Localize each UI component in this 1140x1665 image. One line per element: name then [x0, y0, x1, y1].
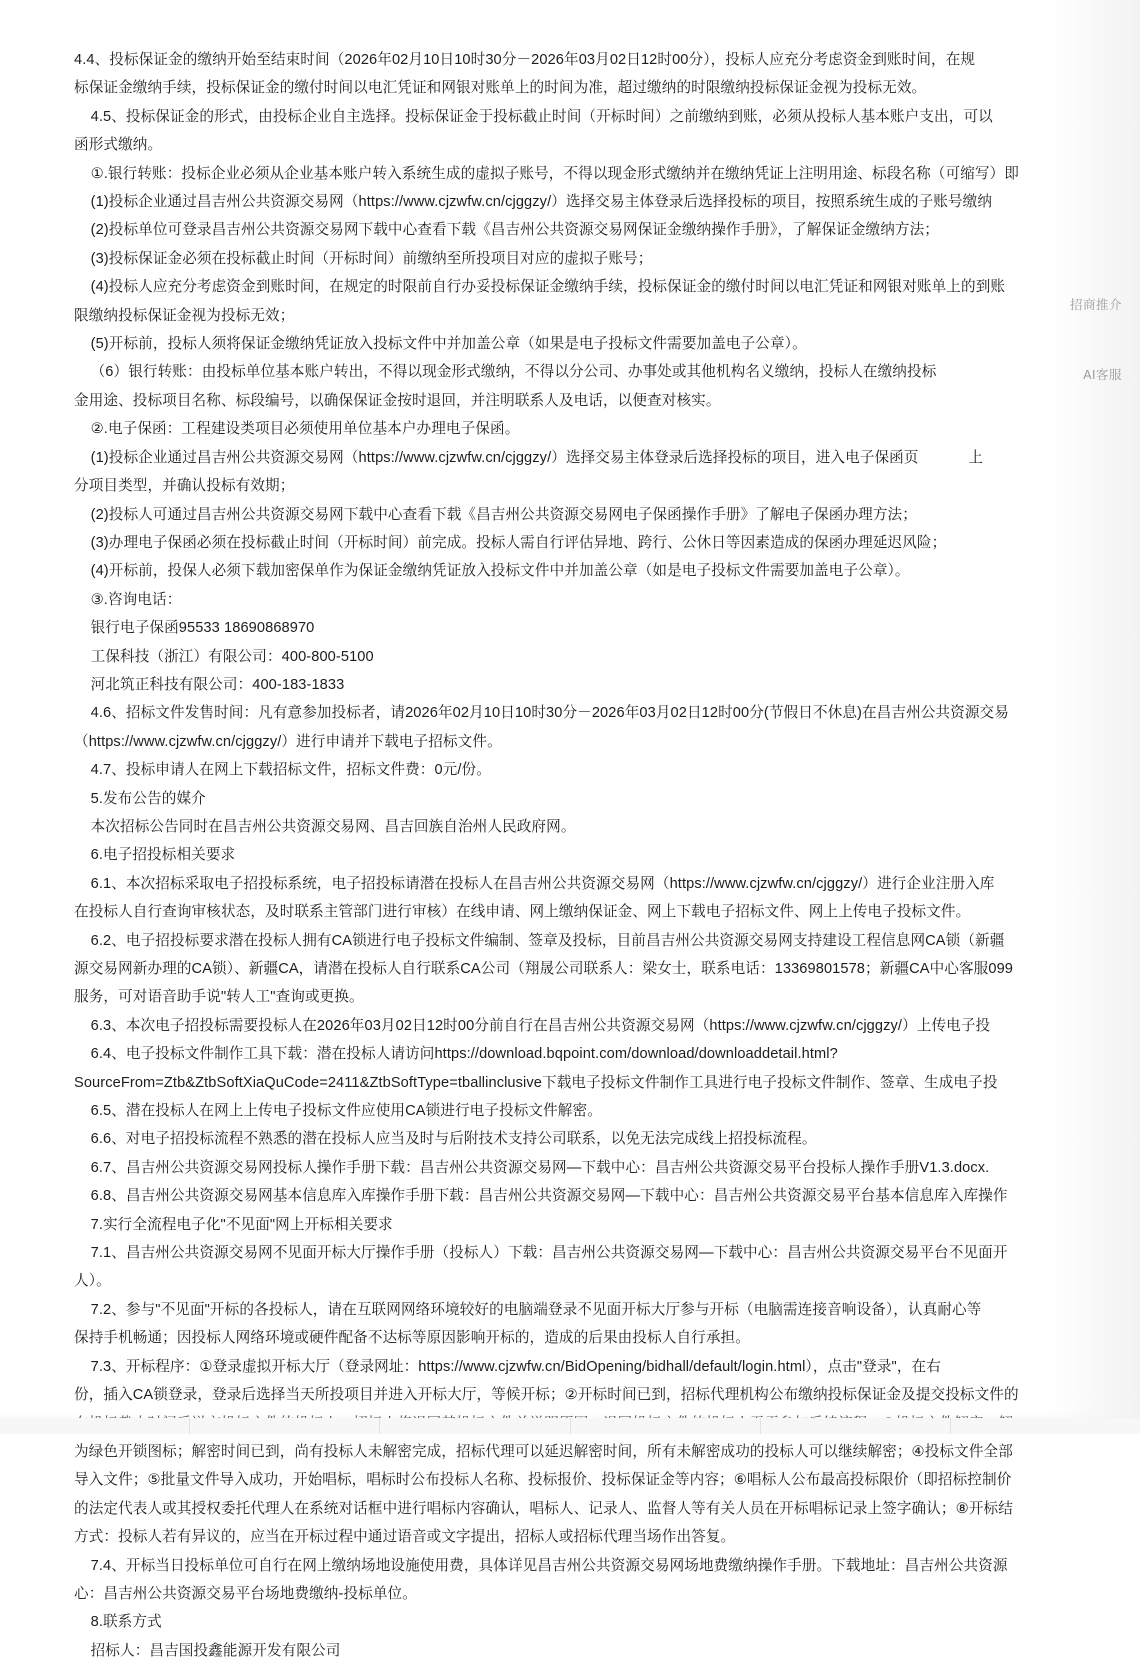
bottom-bar-segment — [951, 1418, 1140, 1434]
promo-floating-label[interactable]: 招商推介 — [1069, 298, 1122, 312]
doc-line: 份，插入CA锁登录，登录后选择当天所投项目并进入开标大厅，等候开标；②开标时间已到，招标代理机构公布缴纳投标保证金及提交投标文件的 — [74, 1387, 1019, 1404]
doc-line: 7.3、开标程序：①登录虚拟开标大厅（登录网址：https://www.cjzwfw.cn/BidOpening/bidhall/default/login.html），点击"登录"，在右 — [74, 1358, 941, 1375]
doc-line: 6.8、昌吉州公共资源交易网基本信息库入库操作手册下载：昌吉州公共资源交易网—下载中心：昌吉州公共资源交易平台基本信息库入库操作 — [74, 1188, 1008, 1205]
doc-line: 6.7、昌吉州公共资源交易网投标人操作手册下载：昌吉州公共资源交易网—下载中心：昌吉州公共资源交易平台投标人操作手册V1.3.docx. — [74, 1159, 990, 1176]
doc-line: (1)投标企业通过昌吉州公共资源交易网（https://www.cjzwfw.cn/cjggzy/）选择交易主体登录后选择投标的项目，进入电子保函页 上 — [74, 449, 984, 466]
doc-line: 6.1、本次招标采取电子招投标系统，电子招投标请潜在投标人在昌吉州公共资源交易网（https://www.cjzwfw.cn/cjggzy/）进行企业注册入库 — [74, 875, 995, 892]
doc-line: 6.6、对电子招投标流程不熟悉的潜在投标人应当及时与后附技术支持公司联系，以免无法完成线上招投标流程。 — [74, 1131, 817, 1148]
doc-line: SourceFrom=Ztb&ZtbSoftXiaQuCode=2411&ZtbSoftType=tballinclusive下载电子投标文件制作工具进行电子投标文件制作、签章、生成电子投 — [74, 1074, 998, 1091]
doc-line: 服务，可对语音助手说"转人工"查询或更换。 — [74, 989, 364, 1006]
bottom-bar-segment — [0, 1418, 190, 1434]
doc-line: 的法定代表人或其授权委托代理人在系统对话框中进行唱标内容确认，唱标人、记录人、监督人等有关人员在开标唱标记录上签字确认；⑧开标结 — [74, 1500, 1013, 1517]
doc-line: 方式：投标人若有异议的，应当在开标过程中通过语音或文字提出，招标人或招标代理当场作出答复。 — [74, 1529, 736, 1546]
doc-line: 6.电子招投标相关要求 — [74, 847, 236, 864]
doc-line: (3)投标保证金必须在投标截止时间（开标时间）前缴纳至所投项目对应的虚拟子账号； — [74, 250, 653, 267]
doc-line: 7.2、参与"不见面"开标的各投标人，请在互联网网络环境较好的电脑端登录不见面开标大厅参与开标（电脑需连接音响设备），认真耐心等 — [74, 1301, 982, 1318]
doc-line: 4.4、投标保证金的缴纳开始至结束时间（2026年02月10日10时30分－2026年03月02日12时00分），投标人应充分考虑资金到账时间，在规 — [74, 52, 976, 68]
doc-line: 4.6、招标文件发售时间：凡有意参加投标者，请2026年02月10日10时30分－2026年03月02日12时00分(节假日不休息)在昌吉州公共资源交易 — [74, 705, 1009, 722]
bottom-bar-segment — [190, 1418, 380, 1434]
doc-line: (4)投标人应充分考虑资金到账时间，在规定的时限前自行办妥投标保证金缴纳手续，投标保证金的缴付时间以电汇凭证和网银对账单上的到账 — [74, 279, 1006, 296]
doc-line: （6）银行转账：由投标单位基本账户转出，不得以现金形式缴纳，不得以分公司、办事处或其他机构名义缴纳，投标人在缴纳投标 — [74, 364, 937, 381]
doc-line: ①.银行转账：投标企业必须从企业基本账户转入系统生成的虚拟子账号，不得以现金形式缴纳并在缴纳凭证上注明用途、标段名称（可缩写）即 — [74, 165, 1019, 182]
doc-line: (5)开标前，投标人须将保证金缴纳凭证放入投标文件中并加盖公章（如果是电子投标文件需要加盖电子公章）。 — [74, 336, 807, 353]
bottom-bar-segment — [761, 1418, 951, 1434]
doc-line: (4)开标前，投保人必须下载加密保单作为保证金缴纳凭证放入投标文件中并加盖公章（如是电子投标文件需要加盖电子公章）。 — [74, 563, 910, 580]
doc-line: 7.实行全流程电子化"不见面"网上开标相关要求 — [74, 1216, 393, 1233]
doc-line: 保持手机畅通；因投标人网络环境或硬件配备不达标等原因影响开标的，造成的后果由投标人自行承担。 — [74, 1330, 750, 1347]
doc-line: 4.7、投标申请人在网上下载招标文件，招标文件费：0元/份。 — [74, 762, 491, 779]
doc-line: 6.2、电子招投标要求潜在投标人拥有CA锁进行电子投标文件编制、签章及投标，目前昌吉州公共资源交易网支持建设工程信息网CA锁（新疆 — [74, 932, 1005, 949]
doc-line: ③.咨询电话： — [74, 591, 182, 608]
doc-line: (2)投标人可通过昌吉州公共资源交易网下载中心查看下载《昌吉州公共资源交易网电子保函操作手册》了解电子保函办理方法； — [74, 506, 917, 523]
bottom-bar-segment — [571, 1418, 761, 1434]
doc-line: 招标人：昌吉国投鑫能源开发有限公司 — [74, 1642, 341, 1659]
bottom-bar-segment — [380, 1418, 570, 1434]
doc-line: 7.1、昌吉州公共资源交易网不见面开标大厅操作手册（投标人）下载：昌吉州公共资源交易网—下载中心：昌吉州公共资源交易平台不见面开 — [74, 1245, 1008, 1262]
doc-line: 在投标人自行查询审核状态，及时联系主管部门进行审核）在线申请、网上缴纳保证金、网上下载电子招标文件、网上上传电子投标文件。 — [74, 904, 971, 921]
doc-line: 7.4、开标当日投标单位可自行在网上缴纳场地设施使用费，具体详见昌吉州公共资源交易网场地费缴纳操作手册。下载地址：昌吉州公共资源 — [74, 1557, 1008, 1574]
doc-line: 5.发布公告的媒介 — [74, 790, 206, 807]
doc-line: 4.5、投标保证金的形式，由投标企业自主选择。投标保证金于投标截止时间（开标时间）之前缴纳到账，必须从投标人基本账户支出，可以 — [74, 108, 993, 125]
doc-line: 心：昌吉州公共资源交易平台场地费缴纳-投标单位。 — [74, 1585, 417, 1602]
doc-line: 标保证金缴纳手续，投标保证金的缴付时间以电汇凭证和网银对账单上的时间为准，超过缴纳的时限缴纳投标保证金视为投标无效。 — [74, 80, 927, 97]
ai-service-floating-label[interactable]: AI客服 — [1083, 368, 1122, 382]
doc-line: 银行电子保函95533 18690868970 — [74, 620, 315, 637]
doc-line: 本次招标公告同时在昌吉州公共资源交易网、昌吉回族自治州人民政府网。 — [74, 818, 576, 835]
page-bottom-bar — [0, 1418, 1140, 1434]
doc-line: 6.3、本次电子招投标需要投标人在2026年03月02日12时00分前自行在昌吉州公共资源交易网（https://www.cjzwfw.cn/cjggzy/）上传电子投 — [74, 1017, 991, 1034]
doc-line: 6.4、电子投标文件制作工具下载：潜在投标人请访问https://download.bqpoint.com/download/downloaddetail.html? — [74, 1046, 838, 1063]
doc-line: 6.5、潜在投标人在网上上传电子投标文件应使用CA锁进行电子投标文件解密。 — [74, 1103, 602, 1120]
doc-line: 8.联系方式 — [74, 1614, 162, 1631]
doc-line: 源交易网新办理的CA锁）、新疆CA，请潜在投标人自行联系CA公司（翔晟公司联系人：梁女士，联系电话：13369801578；新疆CA中心客服099 — [74, 961, 1014, 977]
doc-line: 为绿色开锁图标；解密时间已到，尚有投标人未解密完成，招标代理可以延迟解密时间，所有未解密成功的投标人可以继续解密；④投标文件全部 — [74, 1443, 1013, 1460]
doc-line: 工保科技（浙江）有限公司：400-800-5100 — [74, 648, 374, 665]
doc-line: 分项目类型，并确认投标有效期； — [74, 478, 295, 495]
doc-line: （https://www.cjzwfw.cn/cjggzy/）进行申请并下载电子招标文件。 — [74, 733, 502, 750]
doc-line: 导入文件；⑤批量文件导入成功，开始唱标，唱标时公布投标人名称、投标报价、投标保证金等内容；⑥唱标人公布最高投标限价（即招标控制价 — [74, 1472, 1012, 1489]
doc-line: 限缴纳投标保证金视为投标无效； — [74, 307, 295, 324]
doc-line: (1)投标企业通过昌吉州公共资源交易网（https://www.cjzwfw.cn/cjggzy/）选择交易主体登录后选择投标的项目，按照系统生成的子账号缴纳 — [74, 194, 993, 211]
doc-line: 人）。 — [74, 1273, 111, 1290]
doc-line: 河北筑正科技有限公司：400-183-1833 — [74, 676, 345, 693]
doc-line: (2)投标单位可登录昌吉州公共资源交易网下载中心查看下载《昌吉州公共资源交易网保证金缴纳操作手册》，了解保证金缴纳方法； — [74, 222, 940, 239]
doc-line: 函形式缴纳。 — [74, 137, 163, 154]
doc-line: 金用途、投标项目名称、标段编号，以确保保证金按时退回，并注明联系人及电话，以便查对核实。 — [74, 392, 721, 409]
doc-line: (3)办理电子保函必须在投标截止时间（开标时间）前完成。投标人需自行评估异地、跨行、公休日等因素造成的保函办理延迟风险； — [74, 534, 947, 551]
doc-line: ②.电子保函：工程建设类项目必须使用单位基本户办理电子保函。 — [74, 421, 520, 438]
